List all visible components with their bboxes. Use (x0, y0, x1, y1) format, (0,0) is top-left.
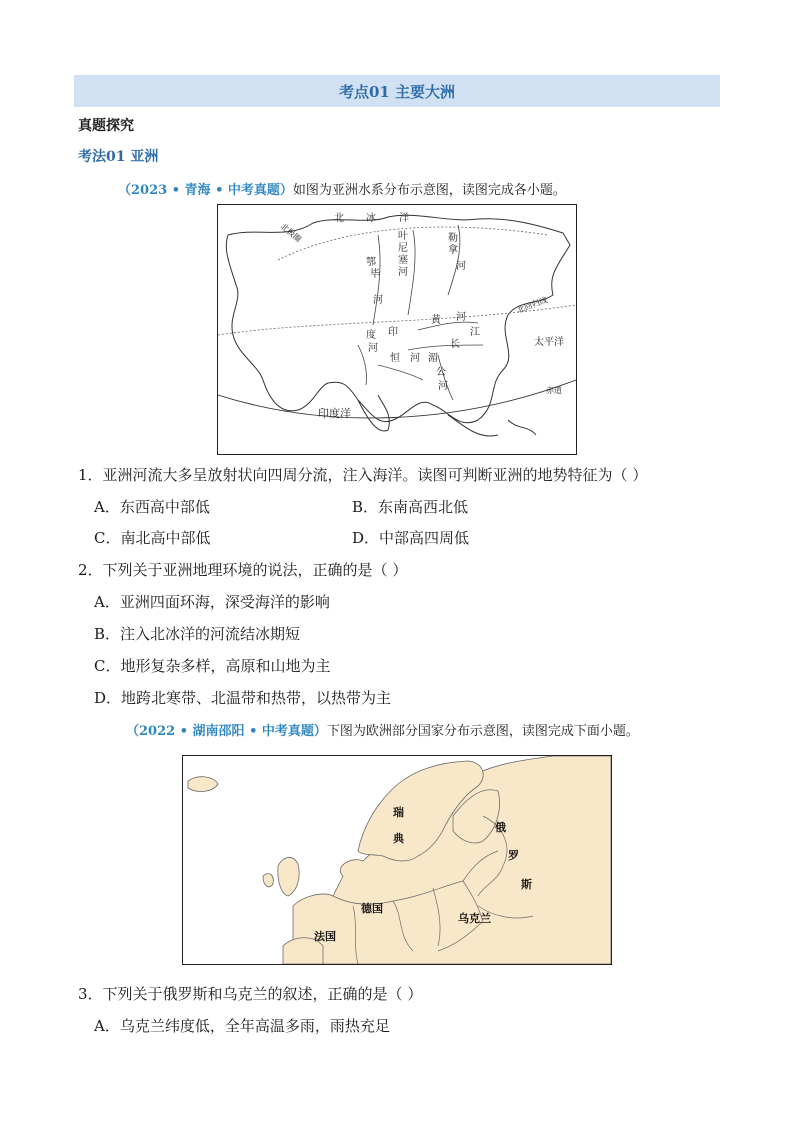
label-e: 鄂 (366, 257, 376, 268)
question-2-option-a[interactable]: A．亚洲四面环海，深受海洋的影响 (94, 593, 330, 611)
source-tag-1: （2023 • 青海 • 中考真题） (118, 183, 293, 198)
label-le: 勒 (448, 233, 458, 244)
asia-map-drawing (218, 205, 576, 454)
label-si: 斯 (521, 878, 532, 891)
section-heading: 真题探究 (78, 118, 134, 134)
label-pacific: 太平洋 (534, 337, 564, 348)
label-rui: 瑞 (393, 806, 404, 819)
label-gong: 公 (436, 367, 446, 378)
label-ni: 尼 (398, 243, 408, 254)
label-ocean: 洋 (399, 213, 409, 224)
label-jiang: 江 (470, 327, 480, 338)
source-text-2: 下图为欧洲部分国家分布示意图，读图完成下面小题。 (326, 724, 639, 739)
label-france: 法国 (314, 930, 336, 943)
label-dian: 典 (393, 832, 404, 845)
label-ice: 冰 (366, 213, 376, 224)
label-he-mekong: 河 (438, 381, 448, 392)
label-he-yenisei: 河 (398, 267, 408, 278)
label-he-huang: 河 (456, 312, 466, 323)
label-equator: 赤道 (546, 386, 562, 395)
question-1-option-b[interactable]: B．东南高西北低 (352, 498, 469, 516)
question-2-option-c[interactable]: C．地形复杂多样，高原和山地为主 (94, 657, 331, 675)
label-ukraine: 乌克兰 (458, 912, 491, 925)
label-yin: 印 (388, 327, 398, 338)
label-arctic-circle: 北极圈 (278, 221, 303, 244)
label-bi: 毕 (370, 269, 380, 280)
topic-banner (74, 75, 720, 107)
source-line-2 (126, 720, 639, 739)
question-1-option-a[interactable]: A．东西高中部低 (94, 498, 210, 516)
method-heading: 考法01 亚洲 (78, 149, 159, 165)
label-tropic: 北回归线 (515, 295, 549, 315)
label-indian-ocean: 印度洋 (318, 407, 351, 420)
label-na: 拿 (448, 245, 458, 256)
label-heng: 恒 (390, 353, 400, 364)
source-line-1 (118, 179, 566, 198)
label-mei: 湄 (428, 353, 438, 364)
label-chang: 长 (450, 339, 460, 350)
europe-map-drawing (183, 756, 611, 964)
label-du: 度 (366, 330, 376, 341)
asia-water-map (217, 204, 577, 455)
europe-countries-map (182, 755, 612, 965)
label-ye: 叶 (398, 231, 408, 242)
label-huang: 黄 (431, 315, 441, 326)
topic-banner-title: 考点01 主要大洲 (338, 82, 456, 101)
label-north: 北 (334, 213, 344, 224)
question-3-stem: 3．下列关于俄罗斯和乌克兰的叙述，正确的是（ ） (78, 985, 423, 1003)
source-tag-2: （2022 • 湖南邵阳 • 中考真题） (126, 724, 327, 739)
question-2-option-d[interactable]: D．地跨北寒带、北温带和热带，以热带为主 (94, 689, 392, 707)
label-he-ganges: 河 (410, 353, 420, 364)
label-luo: 罗 (508, 849, 519, 862)
label-sai: 塞 (398, 255, 408, 266)
label-germany: 德国 (361, 902, 383, 915)
question-2-option-b[interactable]: B．注入北冰洋的河流结冰期短 (94, 625, 301, 643)
question-1-option-c[interactable]: C．南北高中部低 (94, 529, 211, 547)
label-he-lena: 河 (456, 261, 466, 272)
source-text-1: 如图为亚洲水系分布示意图，读图完成各小题。 (292, 183, 566, 198)
label-he-indus: 河 (368, 343, 378, 354)
question-1-stem: 1．亚洲河流大多呈放射状向四周分流，注入海洋。读图可判断亚洲的地势特征为（ ） (78, 466, 648, 484)
label-e-russia: 俄 (495, 821, 506, 834)
question-2-stem: 2．下列关于亚洲地理环境的说法，正确的是（ ） (78, 561, 408, 579)
question-3-option-a[interactable]: A．乌克兰纬度低，全年高温多雨，雨热充足 (94, 1017, 390, 1035)
question-1-option-d[interactable]: D．中部高四周低 (352, 529, 470, 547)
label-he-ob: 河 (373, 295, 383, 306)
